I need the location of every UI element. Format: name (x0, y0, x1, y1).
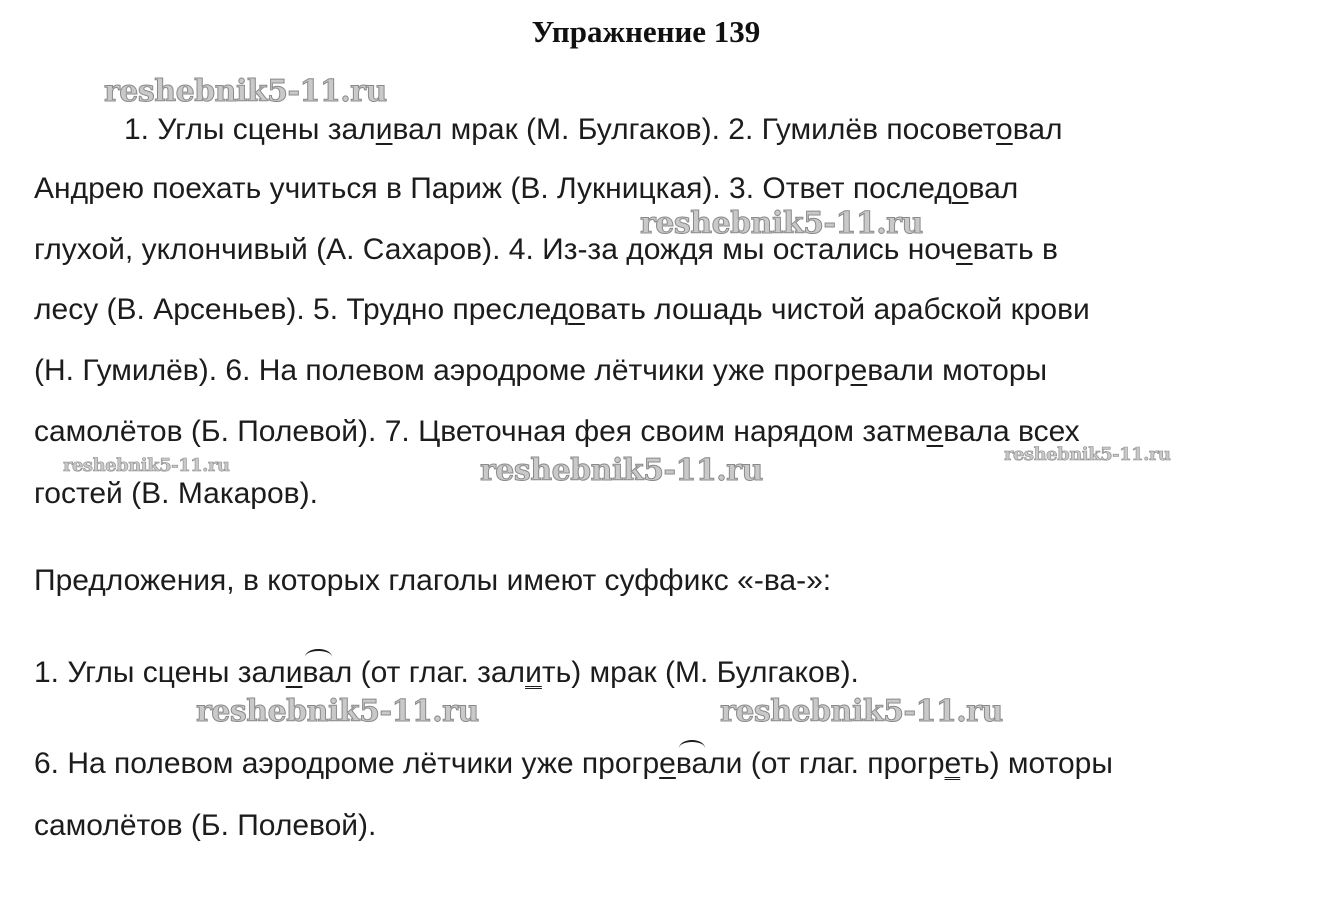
paragraph-line-1: 1. Углы сцены заливал мрак (М. Булгаков). 2. Гумилёв посоветовал (124, 113, 1063, 146)
watermark: reshebnik5-11.ru (196, 694, 479, 729)
paragraph-line-7: гостей (В. Макаров). (34, 477, 318, 510)
answer-line-1: 1. Углы сцены заливал (от глаг. залить) мрак (М. Булгаков). (34, 656, 859, 689)
answer-line-3: самолётов (Б. Полевой). (34, 809, 377, 842)
paragraph-line-5: (Н. Гумилёв). 6. На полевом аэродроме лётчики уже прогревали моторы (34, 354, 1048, 387)
paragraph-line-3: глухой, уклончивый (А. Сахаров). 4. Из-за дождя мы остались ночевать в (34, 233, 1058, 266)
watermark: reshebnik5-11.ru (480, 453, 763, 488)
paragraph-line-6: самолётов (Б. Полевой). 7. Цветочная фея своим нарядом затмевала всех (34, 415, 1080, 448)
watermark: reshebnik5-11.ru (104, 74, 387, 109)
suffix-mark: ва (675, 747, 709, 780)
watermark: reshebnik5-11.ru (63, 455, 230, 476)
answer-line-2: 6. На полевом аэродроме лётчики уже прогревали (от глаг. прогреть) моторы (34, 747, 1113, 780)
page-title: Упражнение 139 (531, 14, 761, 49)
watermark: reshebnik5-11.ru (720, 694, 1003, 729)
answer-heading: Предложения, в которых глаголы имеют суффикс «-ва-»: (34, 564, 832, 597)
watermark: reshebnik5-11.ru (1004, 444, 1171, 465)
watermark: reshebnik5-11.ru (640, 206, 923, 241)
paragraph-line-2: Андрею поехать учиться в Париж (В. Лукницкая). 3. Ответ последовал (34, 172, 1019, 205)
suffix-mark: ва (302, 656, 335, 689)
paragraph-line-4: лесу (В. Арсеньев). 5. Трудно преследовать лошадь чистой арабской крови (34, 293, 1090, 326)
